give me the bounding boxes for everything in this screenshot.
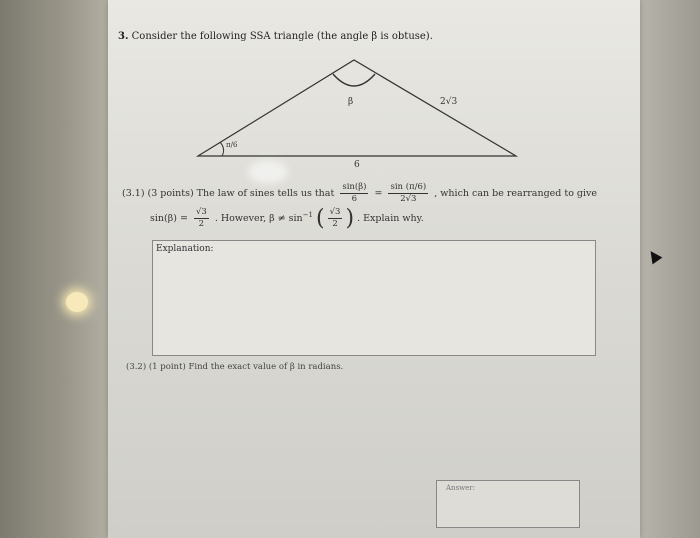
light-glare <box>66 292 88 312</box>
part1-suffix: , which can be rearranged to give <box>434 188 598 199</box>
fraction-root3-over-2-arg <box>328 207 343 230</box>
side-bottom-label: 6 <box>354 160 360 170</box>
angle-beta-label: β <box>348 97 354 107</box>
equals-sign: = <box>374 188 383 199</box>
fraction-denominator: 2√3 <box>400 194 417 204</box>
question-intro: Consider the following SSA triangle (the angle β is obtuse). <box>131 31 433 42</box>
background-left <box>0 0 110 538</box>
inverse-superscript: −1 <box>302 210 313 219</box>
fraction-numerator: sin(β) <box>342 182 367 192</box>
fraction-numerator: √3 <box>195 207 207 217</box>
triangle-outline <box>198 60 516 156</box>
however-text: . However, β ≠ sin <box>214 213 303 224</box>
answer-label: Answer: <box>446 484 475 492</box>
fraction-denominator: 2 <box>198 219 205 229</box>
explain-why-text: . Explain why. <box>357 213 424 224</box>
part2-statement: (3.2) (1 point) Find the exact value of β in radians. <box>126 362 344 372</box>
side-right-label: 2√3 <box>440 97 458 107</box>
right-paren: ) <box>345 205 355 231</box>
part1-statement <box>122 182 632 205</box>
fraction-numerator: sin (π/6) <box>390 182 427 192</box>
obtuse-angle-arc <box>333 74 375 86</box>
explanation-textarea[interactable] <box>152 240 596 356</box>
angle-left-label: π/6 <box>226 141 238 149</box>
part1-prefix: (3.1) (3 points) The law of sines tells us that <box>122 188 335 199</box>
fraction-denominator: 6 <box>351 194 358 204</box>
fraction-denominator: 2 <box>332 219 338 229</box>
question-number: 3. <box>118 31 129 42</box>
fraction-root3-over-2 <box>194 207 209 230</box>
fraction-sinbeta-over-6 <box>340 182 368 205</box>
background-right <box>640 0 700 538</box>
fraction-sinpi6-over-2root3 <box>388 182 428 205</box>
answer-input[interactable] <box>436 480 580 528</box>
triangle-diagram <box>108 0 640 180</box>
left-angle-arc <box>220 142 224 156</box>
explanation-label: Explanation: <box>156 244 214 254</box>
fraction-numerator: √3 <box>329 207 341 217</box>
worksheet-page <box>108 0 640 538</box>
left-paren: ( <box>316 205 325 231</box>
part1-equation <box>150 207 424 230</box>
sinbeta-lhs: sin(β) = <box>150 213 188 224</box>
